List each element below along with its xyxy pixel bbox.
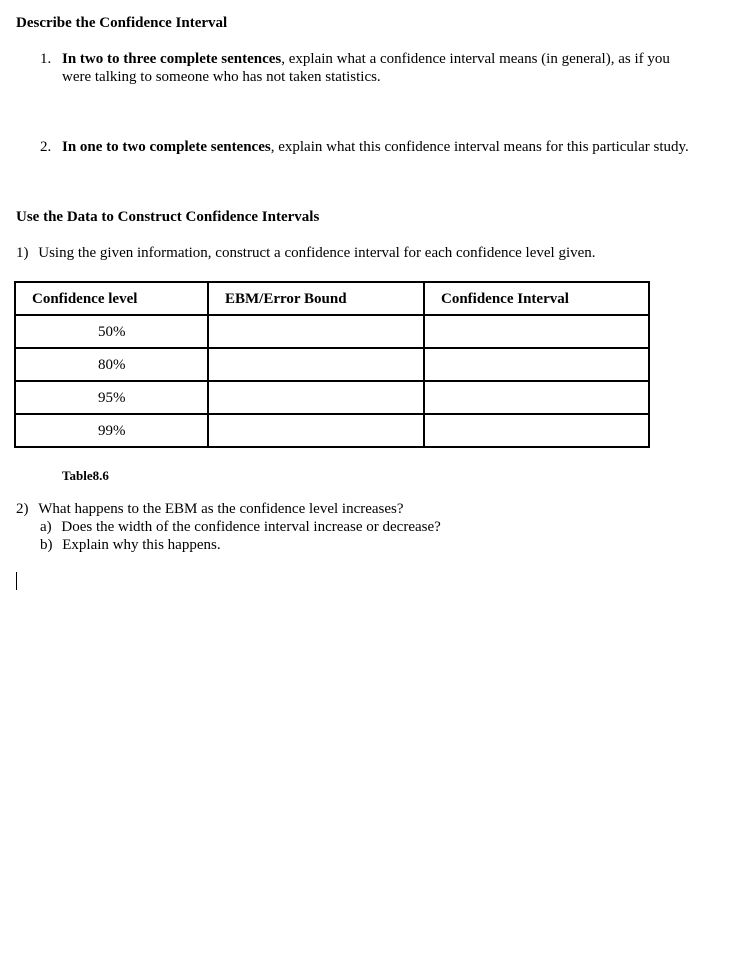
table-header-row — [15, 282, 649, 315]
item-2-bold-phrase: In one to two complete sentences — [62, 139, 271, 155]
subitem-b-label: b) — [40, 537, 53, 553]
item-text-2[interactable] — [62, 138, 722, 156]
subitem-b-text: Explain why this happens. — [62, 537, 221, 553]
text-cursor — [16, 572, 17, 590]
table-row — [15, 381, 649, 414]
confidence-interval-table — [14, 281, 650, 448]
question-1-number: 1) — [16, 245, 29, 261]
table-row — [15, 348, 649, 381]
header-ebm-error-bound: EBM/Error Bound — [208, 282, 424, 315]
question-2-subitem-a[interactable] — [40, 518, 441, 536]
cell-ebm-99[interactable] — [208, 414, 424, 447]
item-number-1: 1. — [40, 51, 52, 67]
question-1[interactable] — [16, 244, 596, 262]
item-2-rest: , explain what this confidence interval means for this particular study. — [270, 139, 689, 155]
cell-level-95: 95% — [15, 381, 208, 414]
cell-level-50: 50% — [15, 315, 208, 348]
item-text-1[interactable] — [62, 50, 702, 86]
item-1-rest: , explain what a confidence interval means (in general), as if you were talking to someone who has not taken statistics. — [62, 51, 670, 85]
section-heading-construct: Use the Data to Construct Confidence Intervals — [16, 209, 320, 225]
section-heading-describe: Describe the Confidence Interval — [16, 15, 228, 31]
cell-interval-95[interactable] — [424, 381, 649, 414]
item-1-bold-phrase: In two to three complete sentences — [62, 51, 282, 67]
header-confidence-level: Confidence level — [15, 282, 208, 315]
question-2-text: What happens to the EBM as the confidence level increases? — [38, 501, 404, 517]
cell-ebm-80[interactable] — [208, 348, 424, 381]
subitem-a-text: Does the width of the confidence interval increase or decrease? — [61, 519, 441, 535]
cell-interval-50[interactable] — [424, 315, 649, 348]
table-row — [15, 414, 649, 447]
question-1-text: Using the given information, construct a confidence interval for each confidence level given. — [38, 245, 596, 261]
table-row — [15, 315, 649, 348]
question-2-number: 2) — [16, 501, 29, 517]
cell-level-99: 99% — [15, 414, 208, 447]
header-confidence-interval: Confidence Interval — [424, 282, 649, 315]
cell-ebm-95[interactable] — [208, 381, 424, 414]
subitem-a-label: a) — [40, 519, 52, 535]
item-number-2: 2. — [40, 139, 52, 155]
cell-interval-99[interactable] — [424, 414, 649, 447]
cell-interval-80[interactable] — [424, 348, 649, 381]
cell-level-80: 80% — [15, 348, 208, 381]
question-2-subitem-b[interactable] — [40, 536, 221, 554]
question-2[interactable] — [16, 500, 404, 518]
cell-ebm-50[interactable] — [208, 315, 424, 348]
table-caption: Table8.6 — [62, 468, 109, 483]
